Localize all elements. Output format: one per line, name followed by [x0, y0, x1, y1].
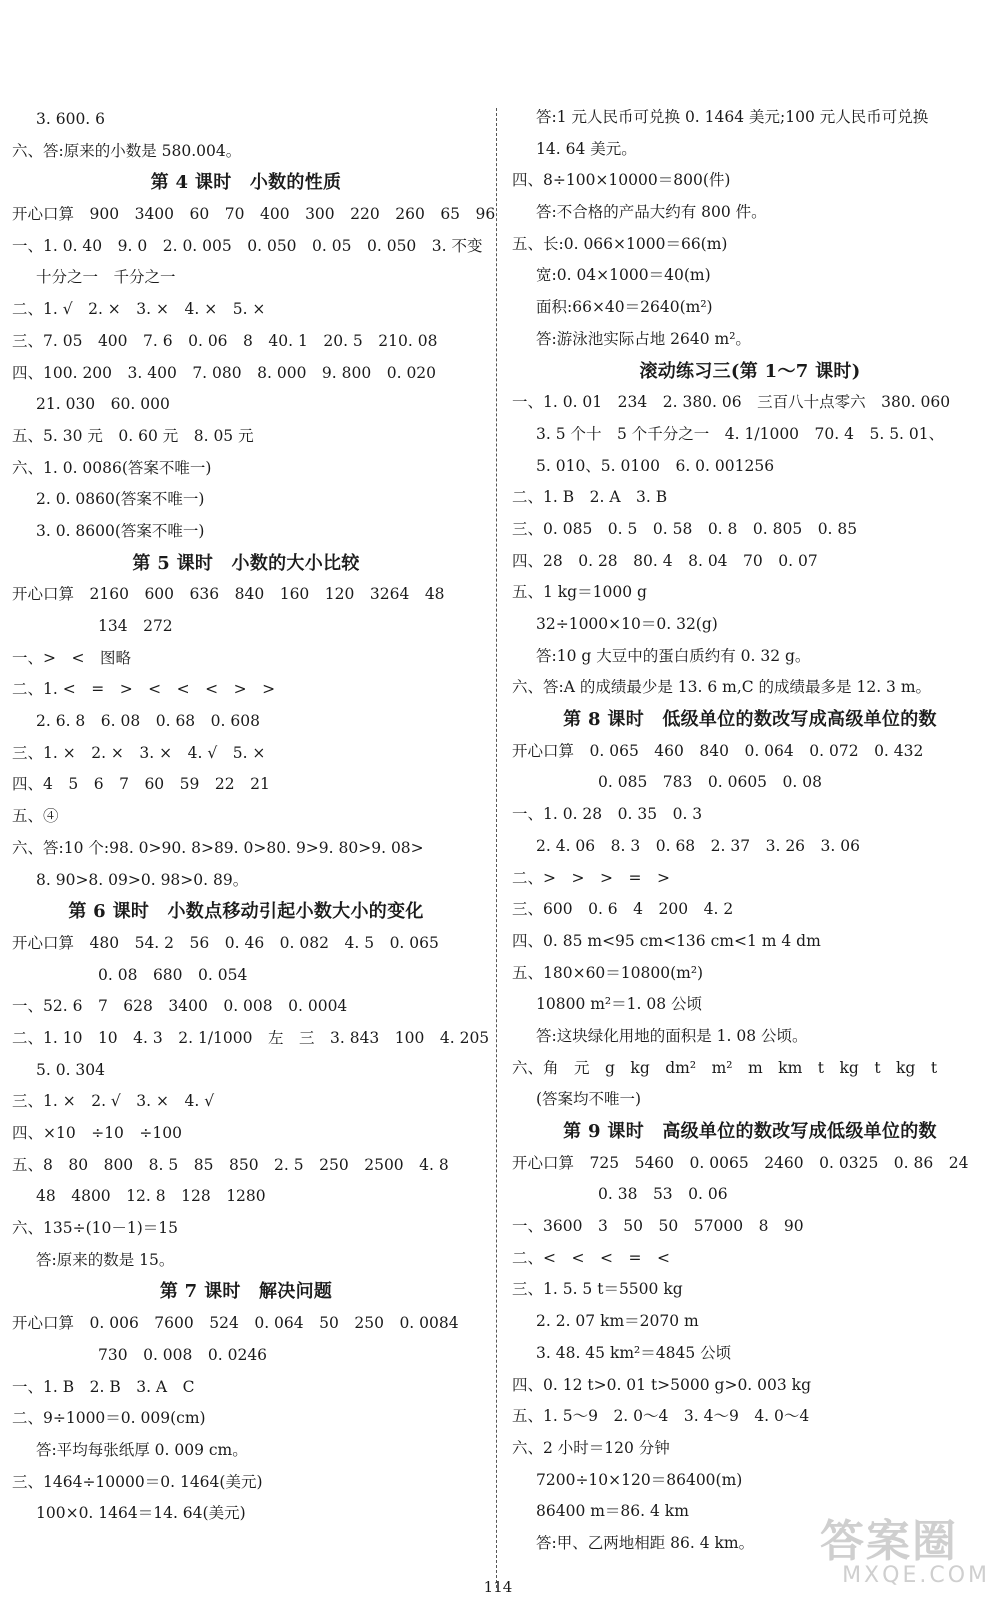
watermark-logo-text: 答案圈	[820, 1516, 958, 1567]
answer-line: 三、1464÷10000＝0. 1464(美元)	[12, 1472, 263, 1491]
section-heading: 第 5 课时 小数的大小比较	[132, 552, 360, 574]
answer-line: 2. 0. 0860(答案不唯一)	[36, 490, 205, 509]
answer-line: 六、答:A 的成绩最少是 13. 6 m,C 的成绩最多是 12. 3 m。	[512, 678, 932, 697]
answer-line: 48 4800 12. 8 128 1280	[36, 1187, 266, 1206]
answer-line: 86400 m＝86. 4 km	[536, 1502, 689, 1521]
answer-line: 答:10 g 大豆中的蛋白质约有 0. 32 g。	[536, 646, 811, 665]
answer-line: 5. 0. 304	[36, 1060, 106, 1079]
watermark-url: MXQE.COM	[842, 1563, 990, 1588]
answer-line: 三、0. 085 0. 5 0. 58 0. 8 0. 805 0. 85	[512, 519, 858, 538]
answer-line: 六、角 元 g kg dm² m² m km t kg t kg t	[512, 1058, 938, 1077]
answer-line: 3. 48. 45 km²＝4845 公顷	[536, 1343, 732, 1362]
answer-line: 五、180×60＝10800(m²)	[512, 963, 704, 982]
answer-line: 答:游泳池实际占地 2640 m²。	[536, 329, 751, 348]
watermark-logo	[820, 1516, 990, 1592]
answer-line: 答:甲、乙两地相距 86. 4 km。	[536, 1533, 755, 1552]
answer-line: 开心口算 0. 065 460 840 0. 064 0. 072 0. 432	[512, 741, 924, 760]
answer-line: 开心口算 725 5460 0. 0065 2460 0. 0325 0. 86 24	[512, 1153, 969, 1172]
section-heading: 第 6 课时 小数点移动引起小数大小的变化	[68, 901, 424, 923]
answer-line: 五、8 80 800 8. 5 85 850 2. 5 250 2500 4. 8	[12, 1155, 449, 1174]
answer-line: 730 0. 008 0. 0246	[98, 1345, 268, 1364]
answer-line: 答:1 元人民币可兑换 0. 1464 美元;100 元人民币可兑换	[536, 108, 929, 126]
right-column	[512, 102, 988, 1560]
answer-line: 六、135÷(10－1)＝15	[12, 1219, 178, 1238]
answer-line: 3. 5 个十 5 个千分之一 4. 1/1000 70. 4 5. 5. 01、	[536, 424, 945, 443]
answer-line: 三、1. 5. 5 t＝5500 kg	[512, 1280, 683, 1299]
answer-line: 二、1. B 2. A 3. B	[512, 488, 668, 507]
answer-line: 四、28 0. 28 80. 4 8. 04 70 0. 07	[512, 551, 818, 570]
answer-line: 答:不合格的产品大约有 800 件。	[536, 203, 767, 222]
section-heading: 第 7 课时 解决问题	[159, 1281, 333, 1303]
answer-line: 2. 2. 07 km＝2070 m	[536, 1312, 699, 1331]
answer-line: 8. 90>8. 09>0. 98>0. 89。	[36, 870, 249, 889]
answer-line: 一、1. 0. 01 234 2. 380. 06 三百八十点零六 380. 060	[512, 393, 951, 412]
answer-line: 四、0. 12 t>0. 01 t>5000 g>0. 003 kg	[512, 1375, 811, 1394]
answer-line: 100×0. 1464＝14. 64(美元)	[36, 1504, 246, 1523]
answer-line: 四、100. 200 3. 400 7. 080 8. 000 9. 800 0. 020	[12, 363, 437, 382]
answer-line: 二、> > > = >	[512, 868, 670, 887]
answer-line: 六、答:原来的小数是 580.004。	[12, 141, 242, 160]
answer-line: 3. 0. 8600(答案不唯一)	[36, 521, 205, 540]
answer-line: 开心口算 900 3400 60 70 400 300 220 260 65 96	[12, 205, 496, 224]
answer-line: 开心口算 480 54. 2 56 0. 46 0. 082 4. 5 0. 065	[12, 933, 439, 952]
answer-line: 六、1. 0. 0086(答案不唯一)	[12, 458, 212, 477]
answer-line: 0. 085 783 0. 0605 0. 08	[598, 773, 822, 792]
answer-line: 五、1 kg＝1000 g	[512, 583, 647, 602]
answer-line: 14. 64 美元。	[536, 139, 637, 158]
answer-line: 一、> < 图略	[12, 648, 131, 667]
answer-line: 3. 600. 6	[36, 110, 106, 128]
answer-line: 答:平均每张纸厚 0. 009 cm。	[36, 1440, 248, 1459]
answer-line: 二、9÷1000＝0. 009(cm)	[12, 1409, 206, 1428]
answer-line: 开心口算 2160 600 636 840 160 120 3264 48	[12, 585, 445, 604]
answer-line: 一、1. 0. 40 9. 0 2. 0. 005 0. 050 0. 05 0. 050 3. 不变	[12, 236, 483, 255]
answer-line: 宽:0. 04×1000＝40(m)	[536, 266, 711, 285]
answer-line: 四、4 5 6 7 60 59 22 21	[12, 775, 270, 794]
answer-line: 六、2 小时＝120 分钟	[512, 1438, 670, 1457]
answer-line: 0. 38 53 0. 06	[598, 1185, 728, 1204]
left-column	[12, 104, 496, 1530]
answer-line: 答:这块绿化用地的面积是 1. 08 公顷。	[536, 1026, 808, 1045]
answer-line: 二、1. 10 10 4. 3 2. 1/1000 左 三 3. 843 100 4. 205	[12, 1028, 490, 1047]
section-heading: 第 8 课时 低级单位的数改写成高级单位的数	[563, 709, 937, 731]
answer-line: 10800 m²＝1. 08 公顷	[536, 995, 703, 1014]
section-heading: 第 9 课时 高级单位的数改写成低级单位的数	[563, 1121, 937, 1142]
answer-line: 7200÷10×120＝86400(m)	[536, 1470, 743, 1489]
section-heading: 第 4 课时 小数的性质	[150, 172, 342, 194]
answer-line: 134 272	[98, 617, 173, 635]
page-number: 114	[483, 1578, 513, 1596]
answer-line: 四、0. 85 m<95 cm<136 cm<1 m 4 dm	[512, 931, 821, 950]
answer-line: 2. 4. 06 8. 3 0. 68 2. 37 3. 26 3. 06	[536, 836, 860, 855]
answer-line: 一、1. 0. 28 0. 35 0. 3	[512, 805, 703, 824]
answer-line: 一、52. 6 7 628 3400 0. 008 0. 0004	[12, 997, 348, 1016]
section-heading: 滚动练习三(第 1～7 课时)	[639, 360, 861, 382]
answer-line: 二、1. √ 2. × 3. × 4. × 5. ×	[12, 300, 266, 319]
answer-line: 三、1. × 2. × 3. × 4. √ 5. ×	[12, 743, 266, 762]
answer-line: 二、< < < = <	[512, 1248, 670, 1267]
answer-line: 六、答:10 个:98. 0>90. 8>89. 0>80. 9>9. 80>9. 08>	[12, 838, 424, 857]
answer-line: 四、×10 ÷10 ÷100	[12, 1124, 182, 1142]
answer-line: 三、1. × 2. √ 3. × 4. √	[12, 1092, 215, 1111]
answer-line: 0. 08 680 0. 054	[98, 965, 248, 984]
answer-line: 答:原来的数是 15。	[36, 1250, 175, 1269]
answer-line: 五、1. 5～9 2. 0～4 3. 4～9 4. 0～4	[512, 1407, 810, 1426]
answer-line: (答案均不唯一)	[536, 1090, 642, 1109]
answer-line: 十分之一 千分之一	[36, 268, 176, 287]
answer-line: 三、7. 05 400 7. 6 0. 06 8 40. 1 20. 5 210. 08	[12, 331, 438, 350]
answer-line: 21. 030 60. 000	[36, 395, 170, 414]
answer-line: 一、3600 3 50 50 57000 8 90	[512, 1217, 804, 1236]
answer-line: 五、长:0. 066×1000＝66(m)	[512, 234, 728, 253]
answer-line: 五、5. 30 元 0. 60 元 8. 05 元	[12, 426, 254, 445]
answer-line: 五、④	[12, 807, 59, 826]
answer-line: 一、1. B 2. B 3. A C	[12, 1377, 195, 1396]
answer-line: 5. 010、5. 0100 6. 0. 001256	[536, 456, 775, 475]
answer-line: 2. 6. 8 6. 08 0. 68 0. 608	[36, 712, 260, 731]
answer-line: 三、600 0. 6 4 200 4. 2	[512, 900, 734, 919]
column-separator	[496, 108, 497, 1588]
answer-line: 32÷1000×10＝0. 32(g)	[536, 615, 718, 633]
answer-line: 二、1. < = > < < < > >	[12, 680, 276, 699]
answer-line: 开心口算 0. 006 7600 524 0. 064 50 250 0. 0084	[12, 1314, 459, 1333]
answer-line: 面积:66×40＝2640(m²)	[536, 298, 713, 317]
answer-line: 四、8÷100×10000＝800(件)	[512, 171, 731, 190]
